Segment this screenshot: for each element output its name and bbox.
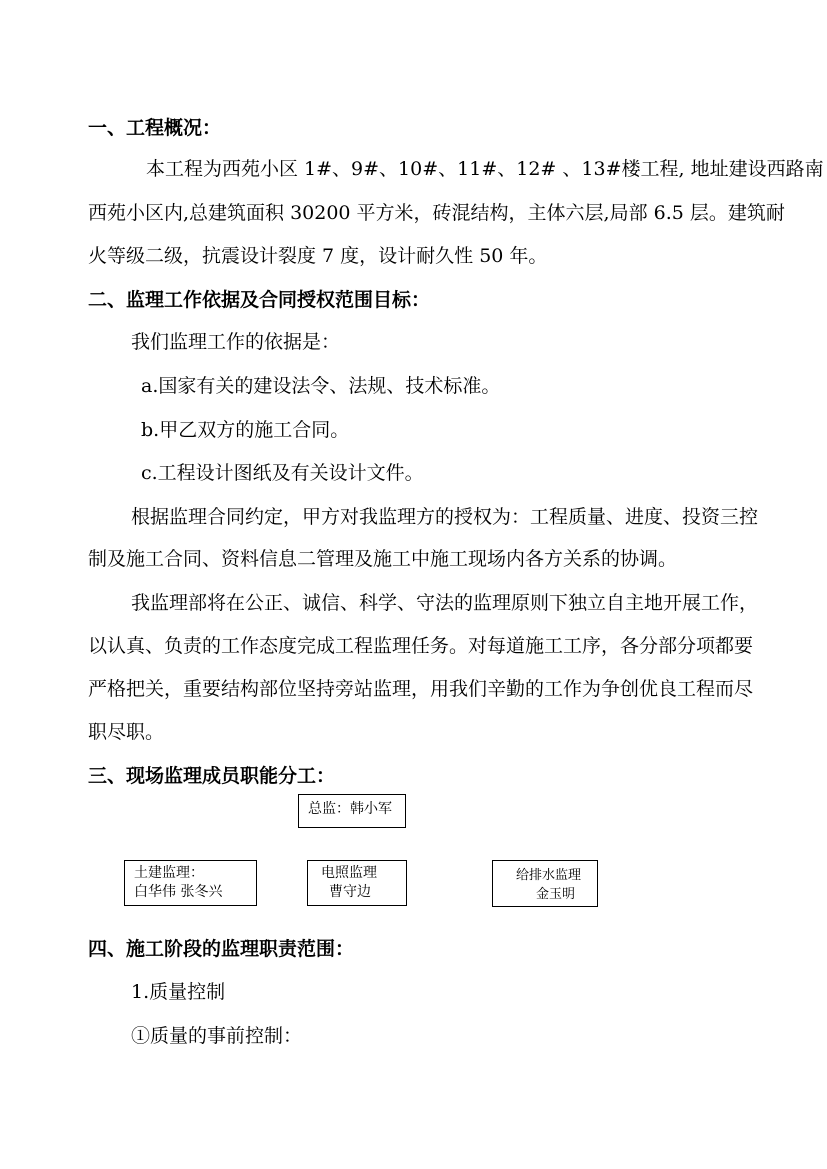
plumbing-supervisor-names: 金玉明 (536, 887, 576, 902)
quality-pre-control-item: ①质量的事前控制： (131, 1025, 303, 1047)
section-2-heading: 二、监理工作依据及合同授权范围目标： (88, 289, 431, 311)
chief-supervisor-label: 总监：韩小军 (308, 801, 392, 817)
quality-control-item: 1.质量控制 (131, 981, 226, 1003)
electrical-supervisor-names: 曹守边 (329, 884, 371, 900)
principle-paragraph-line: 职尽职。 (88, 721, 165, 743)
section-4-heading: 四、施工阶段的监理职责范围： (88, 938, 355, 960)
plumbing-supervisor-title: 给排水监理 (516, 868, 582, 883)
civil-supervisor-names: 白华伟 张冬兴 (134, 884, 223, 900)
basis-item-c: c.工程设计图纸及有关设计文件。 (141, 462, 424, 484)
basis-item-b: b.甲乙双方的施工合同。 (141, 419, 350, 441)
section-1-paragraph-line: 火等级二级，抗震设计裂度 7 度，设计耐久性 50 年。 (88, 245, 548, 267)
section-2-intro: 我们监理工作的依据是： (131, 331, 341, 353)
authorization-paragraph-line: 根据监理合同约定，甲方对我监理方的授权为：工程质量、进度、投资三控 (131, 506, 759, 528)
plumbing-supervisor-box (492, 860, 598, 907)
principle-paragraph-line: 严格把关，重要结构部位坚持旁站监理，用我们辛勤的工作为争创优良工程而尽 (88, 678, 754, 700)
authorization-paragraph-line: 制及施工合同、资料信息二管理及施工中施工现场内各方关系的协调。 (88, 548, 678, 570)
electrical-supervisor-title: 电照监理 (321, 865, 377, 881)
section-1-heading: 一、工程概况： (88, 117, 222, 139)
section-3-heading: 三、现场监理成员职能分工： (88, 765, 336, 787)
chief-supervisor-box (298, 794, 406, 828)
civil-supervisor-box (124, 860, 257, 906)
section-1-paragraph-line: 西苑小区内,总建筑面积 30200 平方米，砖混结构，主体六层,局部 6.5 层。建筑耐 (88, 202, 785, 224)
electrical-supervisor-box (307, 860, 407, 906)
basis-item-a: a.国家有关的建设法令、法规、技术标准。 (141, 375, 501, 397)
principle-paragraph-line: 我监理部将在公正、诚信、科学、守法的监理原则下独立自主地开展工作， (131, 592, 759, 614)
civil-supervisor-title: 土建监理： (134, 865, 204, 881)
principle-paragraph-line: 以认真、负责的工作态度完成工程监理任务。对每道施工工序，各分部分项都要 (88, 635, 754, 657)
section-1-paragraph-line: 本工程为西苑小区 1#、9#、10#、11#、12# 、13#楼工程, 地址建设西路南 (146, 158, 824, 180)
